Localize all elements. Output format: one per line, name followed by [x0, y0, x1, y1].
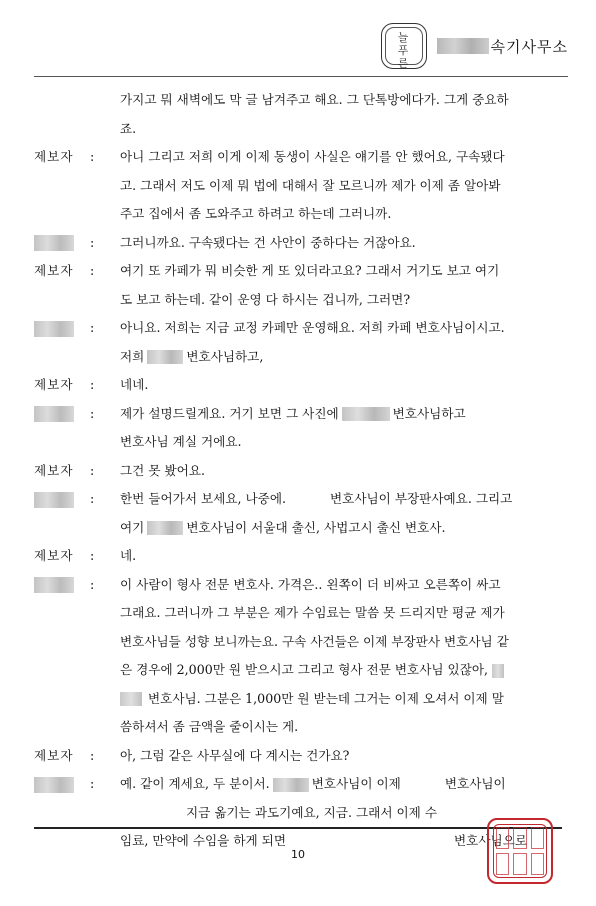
transcript-line: : 제가 설명드릴게요. 거기 보면 그 사진에 변호사님하고 [34, 400, 564, 429]
seal-pattern [493, 824, 547, 878]
header-rule [34, 76, 568, 77]
speaker-informant: 제보자 [34, 377, 74, 392]
speaker-separator: : [90, 405, 95, 421]
speaker-separator: : [90, 747, 95, 763]
transcript-line: 도 보고 하는데. 같이 운영 다 하시는 겁니까, 그러면? [120, 291, 411, 307]
speaker-separator: : [90, 776, 95, 791]
transcript-line: 제보자 : 아, 그럼 같은 사무실에 다 계시는 건가요? [34, 742, 564, 771]
transcript-line: 그래요. 그러니까 그 부분은 제가 수임료는 말씀 못 드리지만 평균 제가 [120, 605, 505, 620]
transcript-line: 씀하셔서 좀 금액을 줄이시는 게. [120, 719, 299, 734]
redaction-block [342, 407, 390, 421]
transcript-line: 임료, 만약에 수임을 하게 되면 변호사님으로 [120, 833, 528, 848]
footer-rule [34, 827, 562, 829]
redaction-block [273, 778, 309, 792]
speaker-separator: : [90, 149, 95, 164]
transcript-line: 주고 집에서 좀 도와주고 하려고 하는데 그러니까. [120, 206, 392, 221]
speaker-separator: : [90, 234, 95, 250]
transcript-line: 제보자 : 그건 못 봤어요. [34, 457, 564, 486]
transcript-line: 죠. [120, 120, 137, 136]
transcript-line: 변호사님들 성향 보니까는요. 구속 사건들은 이제 부장판사 변호사님 같 [120, 633, 509, 649]
speaker-informant: 제보자 [34, 462, 74, 478]
transcript-line: 변호사님. 그분은 1,000만 원 받는데 그거는 이제 오셔서 이제 말 [34, 685, 564, 714]
transcript-line: : 예. 같이 계세요, 두 분이서. 변호사님이 이제 변호사님이 [34, 770, 564, 799]
speaker-redacted [34, 485, 90, 514]
speaker-separator: : [90, 320, 95, 335]
page-number: 10 [291, 848, 305, 861]
speaker-separator: : [90, 377, 95, 392]
speaker-informant: 제보자 [34, 149, 74, 164]
speaker-informant: 제보자 [34, 747, 74, 763]
speaker-separator: : [90, 576, 95, 592]
redaction-block [492, 664, 504, 678]
transcript-line: 변호사님 계실 거에요. [120, 434, 242, 449]
speaker-separator: : [90, 263, 95, 278]
transcript-line: : 이 사람이 형사 전문 변호사. 가격은.. 왼쪽이 더 비싸고 오른쪽이 싸고 [34, 571, 564, 600]
transcript-line: 지금 옮기는 과도기예요, 지금. 그래서 이제 수 [186, 804, 438, 820]
redacted-office-prefix [437, 38, 489, 54]
redaction-block [147, 350, 183, 364]
speaker-informant: 제보자 [34, 548, 74, 563]
redaction-block [34, 321, 74, 337]
redaction-block [120, 692, 142, 706]
transcript-line: 여기 변호사님이 서울대 출신, 사법고시 출신 변호사. [120, 519, 446, 535]
redaction-block [34, 235, 74, 251]
redaction-block [34, 577, 74, 593]
transcript-body [34, 86, 564, 856]
document-header [381, 22, 568, 70]
office-name: 속기사무소 [490, 37, 568, 56]
speaker-separator: : [90, 462, 95, 478]
speaker-redacted [34, 314, 90, 343]
transcript-line: 제보자 : 네네. [34, 371, 564, 400]
transcript-line: : 한번 들어가서 보세요, 나중에. 변호사님이 부장판사예요. 그리고 [34, 485, 564, 514]
transcript-line: 제보자 : 네. [34, 542, 564, 571]
transcript-line: 가지고 뭐 새벽에도 막 글 남겨주고 해요. 그 단톡방에다가. 그게 중요하 [120, 92, 509, 107]
speaker-separator: : [90, 491, 95, 506]
transcript-line: : 아니요. 저희는 지금 교정 카페만 운영해요. 저희 카페 변호사님이시고. [34, 314, 564, 343]
speaker-separator: : [90, 548, 95, 563]
redaction-block [147, 521, 183, 535]
transcript-line: 저희 변호사님하고, [120, 348, 264, 364]
speaker-redacted [34, 571, 90, 600]
transcript-line: 고. 그래서 저도 이제 뭐 법에 대해서 잘 모르니까 제가 이제 좀 알아봐 [120, 177, 501, 193]
redaction-block [34, 492, 74, 508]
logo-text: 늘 푸 른 [397, 31, 410, 70]
speaker-redacted [34, 770, 90, 799]
redaction-block [34, 406, 74, 422]
speaker-redacted [34, 229, 90, 258]
office-logo [381, 23, 427, 69]
redaction-block [34, 777, 74, 793]
transcript-line: : 그러니까요. 구속됐다는 건 사안이 중하다는 거잖아요. [34, 229, 564, 258]
transcript-line: 제보자 : 여기 또 카페가 뭐 비슷한 게 또 있더라고요? 그래서 거기도 보고 여기 [34, 257, 564, 286]
office-seal-stamp [487, 818, 553, 884]
speaker-informant: 제보자 [34, 263, 74, 278]
transcript-line: 은 경우에 2,000만 원 받으시고 그리고 형사 전문 변호사님 있잖아, [34, 656, 564, 685]
transcript-line: 제보자 : 아니 그리고 저희 이게 이제 동생이 사실은 얘기를 안 했어요, 구속됐다 [34, 143, 564, 172]
speaker-redacted [34, 400, 90, 429]
